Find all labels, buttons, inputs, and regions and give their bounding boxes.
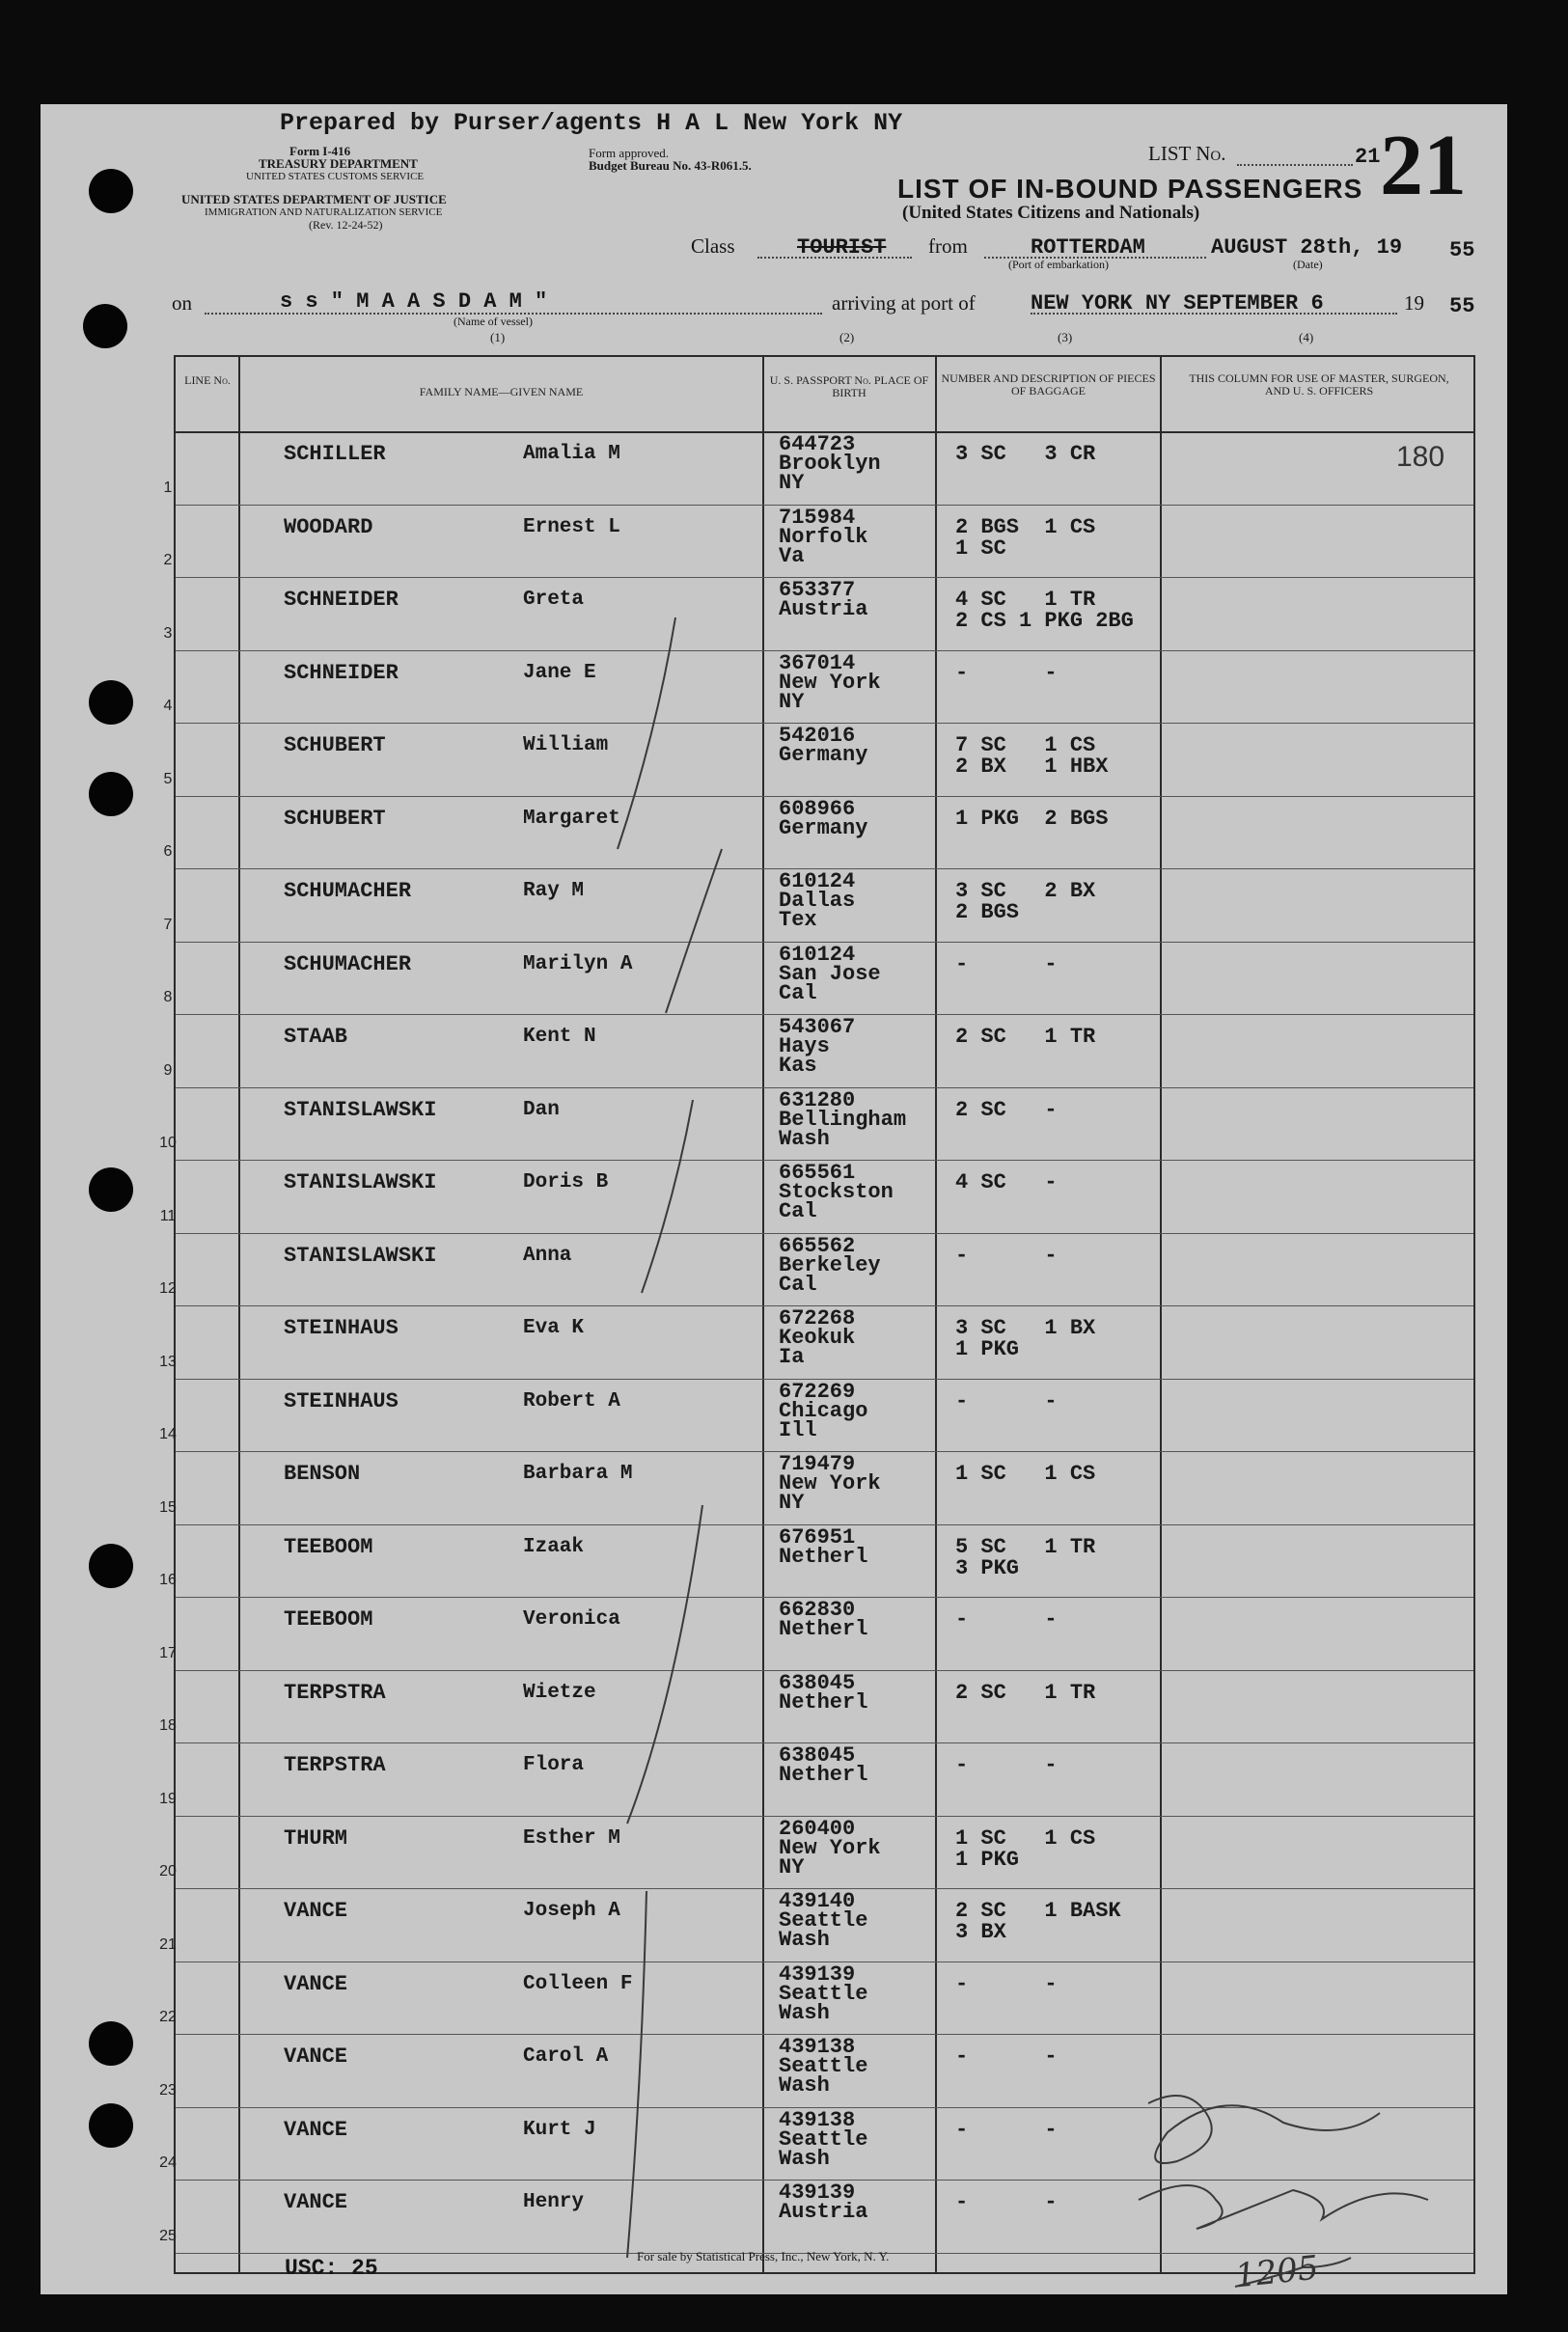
passport-number: 715984 (779, 505, 856, 530)
baggage-line-2: 3 PKG (955, 1555, 1020, 1580)
baggage-line-1: - - (955, 951, 1058, 976)
baggage-line-2: 1 PKG (955, 1847, 1020, 1872)
birthplace-line-1: Norfolk (779, 524, 868, 549)
birthplace-line-1: Hays (779, 1034, 830, 1058)
family-name: SCHUBERT (284, 806, 386, 831)
passport-number: 608966 (779, 796, 856, 821)
col-header-baggage: NUMBER AND DESCRIPTION OF PIECES OF BAGGAGE (941, 371, 1156, 398)
birthplace-line-2: NY (779, 1854, 805, 1879)
prepared-by: Prepared by Purser/agents H A L New York NY (280, 109, 903, 137)
birthplace-line-2: Kas (779, 1054, 817, 1078)
birthplace-line-1: New York (779, 1835, 881, 1860)
line-number: 13 (159, 1353, 177, 1370)
customs-service: UNITED STATES CUSTOMS SERVICE (246, 171, 425, 182)
given-name: Eva K (523, 1317, 585, 1339)
birthplace-line-1: New York (779, 670, 881, 695)
arrival-port-date: NEW YORK NY SEPTEMBER 6 (1031, 291, 1324, 316)
date-caption: (Date) (1293, 258, 1323, 271)
family-name: STANISLAWSKI (284, 1243, 437, 1268)
passport-number: 439138 (779, 2107, 856, 2132)
given-name: Henry (523, 2191, 585, 2213)
birthplace-line-1: Seattle (779, 2126, 868, 2152)
given-name: William (523, 734, 609, 756)
birthplace-line-1: San Jose (779, 961, 881, 986)
line-number: 15 (159, 1498, 177, 1516)
treasury-dept: TREASURY DEPARTMENT (259, 156, 418, 171)
vessel-caption: (Name of vessel) (454, 315, 533, 328)
passport-number: 439139 (779, 1962, 856, 1987)
printer-credit: For sale by Statistical Press, Inc., New York, N. Y. (637, 2249, 890, 2263)
passport-number: 610124 (779, 869, 856, 893)
birthplace-line-2: Wash (779, 2073, 830, 2098)
birthplace-line-2: Ill (779, 1417, 817, 1442)
form-approved: Form approved. (589, 146, 670, 160)
class-value: TOURIST (797, 235, 887, 260)
passport-number: 719479 (779, 1452, 856, 1476)
from-value: ROTTERDAM (1031, 235, 1145, 260)
baggage-line-1: 3 SC 2 BX (955, 879, 1096, 903)
baggage-line-1: 2 SC 1 TR (955, 1025, 1096, 1049)
list-no-stamp: 21 (1380, 118, 1467, 213)
baggage-line-1: 2 SC 1 BASK (955, 1899, 1121, 1923)
family-name: STAAB (284, 1025, 348, 1049)
birthplace-line-2: Wash (779, 2146, 830, 2171)
baggage-line-1: - - (955, 1971, 1058, 1996)
given-name: Jane E (523, 661, 596, 684)
birthplace-line-1: Brooklyn (779, 452, 881, 476)
birthplace-line-2: Wash (779, 1928, 830, 1952)
line-number: 19 (159, 1790, 177, 1807)
birthplace-line-1: Keokuk (779, 1326, 856, 1350)
line-number: 25 (159, 2227, 177, 2244)
line-number: 24 (159, 2154, 177, 2171)
col-num-1: (1) (490, 330, 506, 344)
from-label: from (928, 234, 968, 258)
col-header-line-no: LINE No. (184, 373, 231, 387)
budget-bureau: Budget Bureau No. 43-R061.5. (589, 158, 752, 173)
family-name: TEEBOOM (284, 1607, 373, 1632)
given-name: Wietze (523, 1681, 596, 1704)
family-name: SCHUMACHER (284, 879, 412, 903)
baggage-line-2: 1 PKG (955, 1337, 1020, 1361)
birthplace-line-1: Germany (779, 743, 868, 767)
baggage-line-1: 3 SC 3 CR (955, 442, 1096, 466)
passport-number: 439139 (779, 2181, 856, 2205)
passport-number: 638045 (779, 1743, 856, 1768)
given-name: Dan (523, 1098, 560, 1121)
family-name: SCHUMACHER (284, 951, 412, 976)
birthplace-line-1: Chicago (779, 1398, 868, 1423)
family-name: VANCE (284, 2117, 348, 2142)
family-name: TERPSTRA (284, 1680, 386, 1705)
line-number: 7 (163, 916, 173, 933)
baggage-line-1: 4 SC 1 TR (955, 588, 1096, 612)
birthplace-line-2: Cal (779, 1272, 817, 1297)
line-number: 6 (163, 843, 173, 860)
birthplace-line-2: Wash (779, 2000, 830, 2025)
birthplace-line-1: Dallas (779, 889, 856, 913)
line-number: 4 (163, 698, 173, 714)
family-name: STANISLAWSKI (284, 1170, 437, 1194)
birthplace-line-2: Cal (779, 1199, 817, 1223)
line-number: 11 (159, 1207, 177, 1224)
baggage-line-1: 1 SC 1 CS (955, 1825, 1096, 1851)
birthplace-line-1: Stockston (779, 1180, 894, 1204)
given-name: Robert A (523, 1389, 620, 1413)
family-name: STEINHAUS (284, 1316, 399, 1340)
passport-number: 644723 (779, 432, 856, 456)
passport-number: 672268 (779, 1306, 856, 1331)
col-num-2: (2) (839, 330, 855, 344)
list-no-label: LIST No. (1148, 142, 1226, 165)
birthplace-line-1: Austria (779, 2200, 868, 2224)
officer-remark: 180 (1396, 441, 1445, 473)
birthplace-line-2: NY (779, 471, 805, 495)
baggage-line-1: - - (955, 2044, 1058, 2069)
arrival-year-prefix: 19 (1404, 291, 1424, 315)
birthplace-line-1: Seattle (779, 2054, 868, 2078)
family-name: SCHILLER (284, 442, 386, 466)
arriving-label: arriving at port of (832, 291, 976, 315)
baggage-line-1: 2 BGS 1 CS (955, 514, 1096, 539)
given-name: Colleen F (523, 1972, 633, 1995)
birthplace-line-1: Bellingham (779, 1107, 907, 1132)
given-name: Kent N (523, 1026, 596, 1048)
baggage-line-1: 5 SC 1 TR (955, 1534, 1096, 1559)
given-name: Joseph A (523, 1900, 620, 1922)
given-name: Esther M (523, 1826, 620, 1850)
birthplace-line-1: Germany (779, 815, 868, 840)
birthplace-line-2: Va (779, 543, 805, 568)
given-name: Barbara M (523, 1463, 633, 1485)
baggage-line-1: - - (955, 1607, 1058, 1632)
col-num-4: (4) (1299, 330, 1314, 344)
family-name: BENSON (284, 1462, 361, 1486)
line-number: 12 (159, 1280, 177, 1297)
passport-number: 439138 (779, 2035, 856, 2059)
given-name: Kurt J (523, 2118, 596, 2141)
line-number: 5 (163, 770, 173, 787)
family-name: WOODARD (284, 514, 373, 539)
family-name: STEINHAUS (284, 1388, 399, 1413)
col-header-name: FAMILY NAME—GIVEN NAME (419, 385, 584, 398)
given-name: Anna (523, 1244, 572, 1267)
passport-number: 665561 (779, 1161, 856, 1185)
birthplace-line-1: Netherl (779, 1544, 868, 1569)
family-name: SCHNEIDER (284, 588, 399, 612)
family-name: SCHUBERT (284, 733, 386, 757)
passport-number: 662830 (779, 1598, 856, 1622)
vessel-name: s s " M A A S D A M " (280, 289, 548, 314)
family-name: STANISLAWSKI (284, 1097, 437, 1122)
baggage-line-1: 3 SC 1 BX (955, 1316, 1096, 1340)
baggage-line-1: 2 SC 1 TR (955, 1680, 1096, 1705)
given-name: Doris B (523, 1171, 609, 1193)
birthplace-line-1: Berkeley (779, 1252, 881, 1277)
given-name: Flora (523, 1754, 585, 1776)
line-number: 14 (159, 1426, 177, 1442)
family-name: VANCE (284, 2044, 348, 2069)
birthplace-line-1: Austria (779, 597, 868, 621)
birthplace-line-1: Seattle (779, 1981, 868, 2006)
birthplace-line-2: Ia (779, 1345, 805, 1369)
class-label: Class (691, 234, 735, 258)
col-num-3: (3) (1058, 330, 1073, 344)
birthplace-line-1: Netherl (779, 1617, 868, 1641)
form-title: LIST OF IN-BOUND PASSENGERS (897, 174, 1363, 204)
baggage-line-2: 2 BGS (955, 900, 1020, 924)
baggage-line-2: 2 CS 1 PKG 2BG (955, 609, 1134, 633)
usc-count: USC: 25 (285, 2256, 378, 2281)
form-revision: (Rev. 12-24-52) (309, 218, 383, 232)
baggage-line-2: 2 BX 1 HBX (955, 754, 1109, 779)
justice-dept: UNITED STATES DEPARTMENT OF JUSTICE (181, 192, 447, 206)
given-name: Izaak (523, 1535, 585, 1558)
family-name: THURM (284, 1825, 348, 1851)
line-number: 21 (159, 1935, 177, 1953)
passport-number: 260400 (779, 1816, 856, 1841)
baggage-line-1: 1 SC 1 CS (955, 1462, 1096, 1486)
family-name: SCHNEIDER (284, 660, 399, 685)
given-name: Greta (523, 589, 585, 611)
baggage-line-1: 1 PKG 2 BGS (955, 806, 1109, 831)
passport-number: 638045 (779, 1670, 856, 1695)
baggage-line-1: - - (955, 1243, 1058, 1268)
line-number: 16 (159, 1572, 177, 1588)
given-name: Ernest L (523, 515, 620, 538)
family-name: VANCE (284, 1899, 348, 1923)
birthplace-line-2: Tex (779, 908, 817, 932)
passport-number: 542016 (779, 724, 856, 748)
birthplace-line-2: NY (779, 689, 805, 714)
birthplace-line-2: NY (779, 1491, 805, 1515)
line-number: 20 (159, 1863, 177, 1879)
passport-number: 610124 (779, 942, 856, 967)
baggage-line-1: 2 SC - (955, 1097, 1058, 1122)
given-name: Veronica (523, 1608, 620, 1631)
family-name: TERPSTRA (284, 1753, 386, 1777)
family-name: TEEBOOM (284, 1534, 373, 1559)
baggage-line-1: - - (955, 660, 1058, 685)
given-name: Amalia M (523, 443, 620, 465)
baggage-line-1: 7 SC 1 CS (955, 733, 1096, 757)
baggage-line-2: 1 SC (955, 535, 1006, 561)
line-number: 10 (159, 1135, 177, 1151)
baggage-line-1: - - (955, 2117, 1058, 2142)
line-number: 1 (163, 479, 173, 496)
passport-number: 676951 (779, 1524, 856, 1550)
passport-number: 672269 (779, 1379, 856, 1404)
arrival-year: 55 (1449, 294, 1475, 318)
embark-date: AUGUST 28th, 19 (1211, 235, 1403, 260)
birthplace-line-1: New York (779, 1471, 881, 1495)
passport-number: 665562 (779, 1233, 856, 1258)
form-number: Form I-416 (289, 144, 351, 158)
line-number: 22 (159, 2009, 177, 2025)
passport-number: 367014 (779, 650, 856, 675)
birthplace-line-1: Seattle (779, 1908, 868, 1933)
line-number: 3 (163, 624, 173, 642)
immigration-service: IMMIGRATION AND NATURALIZATION SERVICE (205, 206, 443, 218)
baggage-line-1: - - (955, 2190, 1058, 2214)
line-number: 8 (163, 989, 173, 1005)
port-embark-caption: (Port of embarkation) (1008, 258, 1109, 271)
passport-number: 543067 (779, 1015, 856, 1039)
line-number: 18 (159, 1717, 177, 1734)
baggage-line-1: - - (955, 1753, 1058, 1777)
given-name: Marilyn A (523, 952, 633, 975)
birthplace-line-2: Wash (779, 1126, 830, 1151)
line-number: 2 (163, 552, 173, 568)
line-number: 9 (163, 1061, 173, 1079)
birthplace-line-2: Cal (779, 980, 817, 1005)
baggage-line-2: 3 BX (955, 1920, 1006, 1944)
birthplace-line-1: Netherl (779, 1689, 868, 1715)
col-header-passport: U. S. PASSPORT No. PLACE OF BIRTH (769, 373, 929, 399)
baggage-line-1: 4 SC - (955, 1170, 1058, 1194)
birthplace-line-1: Netherl (779, 1763, 868, 1787)
given-name: Ray M (523, 880, 585, 902)
col-header-officers: THIS COLUMN FOR USE OF MASTER, SURGEON, AND U. S. OFFICERS (1189, 371, 1449, 398)
embark-year: 55 (1449, 238, 1475, 262)
on-label: on (172, 291, 192, 315)
baggage-line-1: - - (955, 1388, 1058, 1413)
signature-time: 1205 (1233, 2248, 1321, 2296)
line-number: 17 (159, 1644, 177, 1661)
line-number: 23 (159, 2081, 177, 2099)
form-subtitle: (United States Citizens and Nationals) (902, 203, 1200, 223)
passport-number: 439140 (779, 1889, 856, 1913)
passport-number: 631280 (779, 1087, 856, 1112)
given-name: Margaret (523, 807, 620, 830)
passport-number: 653377 (779, 578, 856, 602)
family-name: VANCE (284, 2190, 348, 2214)
family-name: VANCE (284, 1971, 348, 1996)
list-no-typed: 21 (1355, 145, 1381, 169)
given-name: Carol A (523, 2045, 609, 2068)
